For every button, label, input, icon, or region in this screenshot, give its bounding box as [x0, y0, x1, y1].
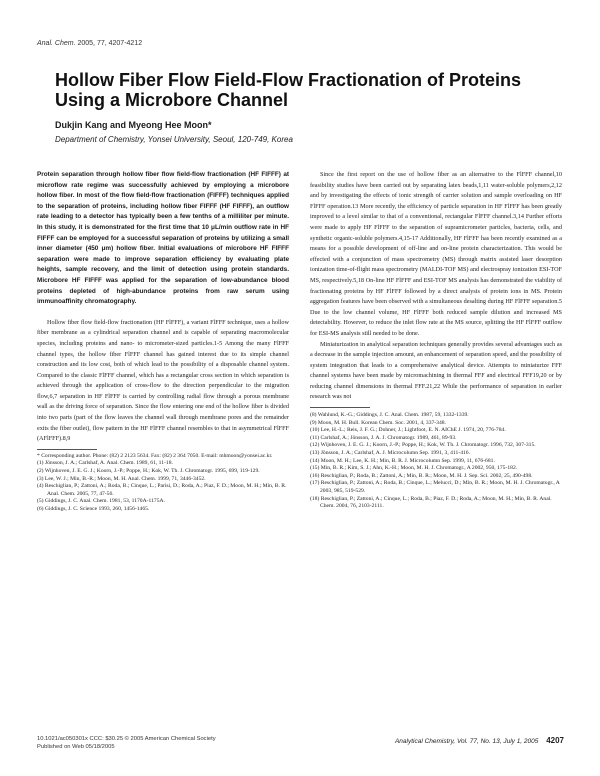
reference-item: (5) Giddings, J. C. Anal. Chem. 1981, 53, 1170A-1175A.: [37, 498, 165, 505]
published-date: Published on Web 05/18/2005: [37, 744, 115, 750]
references-divider: [310, 407, 370, 408]
reference-item: (17) Reschiglian, P.; Zattoni, A.; Roda, B.; Cinque, L.; Melucci, D.; Min, B. R.; Moon, M. H. J. Chromatogr., A 2003, 985, 519-529.: [310, 480, 560, 494]
reference-item: (8) Wahlund, K.-G.; Giddings, J. C. Anal. Chem. 1987, 59, 1332-1339.: [310, 412, 469, 419]
reference-item: (3) Lee, W. J.; Min, B.-R.; Moon, M. H. Anal. Chem. 1999, 71, 3446-3452.: [37, 475, 206, 482]
reference-item: (9) Moon, M. H. Bull. Korean Chem. Soc. 2001, 4, 337-348.: [310, 419, 446, 426]
article-title: Hollow Fiber Flow Field-Flow Fractionation of Proteins Using a Microbore Channel: [55, 70, 521, 110]
reference-item: (13) Jönsson, J. A.; Carlshaf, A. J. Microcolumn Sep. 1991, 3, 411-416.: [310, 450, 470, 457]
references-right: [310, 412, 562, 511]
journal-citation-numbers: 2005, 77, 4207-4212: [77, 40, 143, 47]
reference-item: (18) Reschiglian, P.; Zattoni, A.; Cinque, L.; Roda, B.; Piaz, F. D.; Roda, A.; Moon, M. H.; Min, B. R. Anal. Chem. 2004, 76, 2103-2111.: [310, 495, 552, 510]
journal-citation: [37, 40, 142, 47]
reference-item: (12) Wijnhoven, J. E. G. J.; Koorn, J.-P.; Poppe, H.; Kok, W. Th. J. Chromatogr. 1996, 732, 307-315.: [310, 442, 536, 449]
intro-paragraph: Hollow fiber flow field-flow fractionation (HF FlFFF), a variant FlFFF technique, uses a hollow fiber membrane as a cylindrical separation channel and is capable of separating macromolecular species, including proteins and nano- to micrometer-sized particles.1-5 Among the many FlFFF channel types, the hollow fiber FlFFF channel has gained interest due to its simple channel construction and its low cost, both of which lead to the possibility of a disposable channel system. Compared to the classic FlFFF channel, which has a rectangular cross section in which separation is achieved through the application of cross-flow to the direction perpendicular to the migration flow,6,7 separation in HF FlFFF is carried by controlling radial flow through a porous membrane wall as the driving force of separation. Since the flow entering one end of the hollow fiber is divided into two parts (part of the flow leaves the channel wall through membrane pores and the remainder exits the fiber outlet), flow pattern in the HF FlFFF channel resembles to that in asymmetrical FlFFF (AFlFFF).8,9: [37, 318, 289, 443]
body-paragraph: Miniaturization in analytical separation techniques generally provides several advantages such as a decrease in the sample injection amount, an enhancement of separation speed, and the possibility of system integration that leads to a comprehensive analytical device. Attempts to miniaturize FFF channel systems have been made by micromachining in thermal FFF and electrical FFF19,20 or by reducing channel dimensions in thermal FFF.21,22 While the performance of separation in earlier research was not: [310, 340, 562, 401]
corresponding-author-footnote: * Corresponding author. Phone: (82) 2 2123 5634. Fax: (82) 2 364 7050. E-mail: mhmoon@yonsei.ac.kr.: [37, 452, 273, 459]
journal-name: Anal. Chem.: [37, 40, 76, 47]
reference-item: (2) Wijnhoven, J. E. G. J.; Koorn, J.-P.; Poppe, H.; Kok, W. Th. J. Chromatogr. 1995, 699, 119-129.: [37, 468, 260, 475]
author-affiliation: Department of Chemistry, Yonsei University, Seoul, 120-749, Korea: [55, 135, 293, 144]
reference-item: (11) Carlshaf, A.; Jönsson, J. A. J. Chromatogr. 1989, 461, 89-93.: [310, 434, 457, 441]
reference-item: (14) Moon, M. H.; Lee, K. H.; Min, B. R. J. Microcolumn Sep. 1999, 11, 676-681.: [310, 457, 495, 464]
reference-item: (4) Reschiglian, P.; Zattoni, A.; Roda, B.; Cinque, L.; Parisi, D.; Roda, A.; Piaz, F. D.; Moon, M. H.; Min, B. R. Anal. Chem. 2005, 77, 47-56.: [37, 483, 287, 497]
footer-journal-line: Analytical Chemistry, Vol. 77, No. 13, July 1, 2005: [394, 738, 539, 745]
page-number: 4207: [546, 736, 564, 745]
reference-item: (16) Reschiglian, P.; Roda, B.; Zattoni, A.; Min, B. R.; Moon, M. H. J. Sep. Sci. 2002, 25, 490-498.: [310, 472, 533, 479]
reference-item: (10) Lee, H.-L.; Reis, J. F. G.; Dohner, J.; Lightfoot, E. N. AIChE J. 1974, 20, 776-784.: [310, 427, 506, 434]
footer-publication-info: [37, 735, 216, 751]
body-paragraph: Since the first report on the use of hollow fiber as an alternative to the FlFFF channel,10 feasibility studies have been carried out by separating latex beads,1,11 water-soluble polymers,2,12 and by investigating the effects of ionic strength of carrier solution and sample overloading on HF FlFFF operation.13 More recently, the efficiency of particle separation in HF FlFFF has been greatly improved to a level similar to that of a conventional, rectangular FlFFF channel.3,14 Further efforts were made to apply HF FlFFF to the separation of supramicrometer particles, bacteria, cells, and synthetic organic-soluble polymers.4,15-17 Additionally, HF FlFFF has been recently examined as a means for a possible development of off-line and on-line protein characterization. This would be effected with a conjunction of mass spectrometry (MS) through matrix assisted laser desorption ionization time-of-flight mass spectrometry (MALDI-TOF MS) and electrospray ionization ESI-TOF MS, respectively.5,18 On-line HF FlFFF and ESI-TOF MS analysis has demonstrated the viability of fractionating proteins by HF FlFFF followed by a direct analysis of protein ions in MS. Protein aggregation features have been observed with a simultaneous desalting during HF FlFFF separation.5 Due to the low channel volume, HF FlFFF both reduced sample dilution and increased MS detectability. However, to reduce the inlet flow rate at the MS source, splitting the HF FlFFF outflow for ESI-MS analysis still needed to be done.: [310, 171, 562, 337]
doi-line: 10.1021/ac050301x CCC: $30.25 © 2005 American Chemical Society: [37, 736, 216, 742]
references-left: [37, 460, 289, 513]
reference-item: (15) Min, B. R.; Kim, S. J.; Ahn, K.-H.; Moon, M. H. J. Chromatogr., A 2002, 950, 175-182.: [310, 465, 518, 472]
reference-item: (1) Jönsson, J. A.; Carlshaf, A. Anal. Chem. 1989, 61, 11-18.: [37, 460, 173, 467]
left-column: [37, 170, 289, 514]
footer-journal: [360, 736, 564, 745]
reference-item: (6) Giddings, J. C. Science 1993, 260, 1456-1465.: [37, 506, 150, 512]
abstract: Protein separation through hollow fiber flow field-flow fractionation (HF FlFFF) at microflow rate regime was successfully achieved by employing a microbore hollow fiber. In most of the flow field-flow fractionation (FlFFF) techniques applied to the separation of proteins, including hollow fiber FlFFF (HF FlFFF), an outflow rate leading to a detector has typically been a few tenths of a milliliter per minute. In this study, it is demonstrated for the first time that 10 μL/min outflow rate in HF FlFFF can be employed for a successful separation of proteins by utilizing a small inner diameter (450 μm) hollow fiber. Initial evaluations of microbore HF FlFFF separation were made to improve separation efficiency by evaluating plate heights, sample recovery, and the limit of detection using protein standards. Microbore HF FlFFF was applied for the separation of low-abundance blood proteins depleted of high-abundance proteins from raw serum using immunoaffinity chromatography.: [37, 171, 289, 306]
right-column: [310, 170, 562, 511]
author-list: Dukjin Kang and Myeong Hee Moon*: [55, 120, 212, 130]
footnote-divider: [37, 449, 97, 450]
